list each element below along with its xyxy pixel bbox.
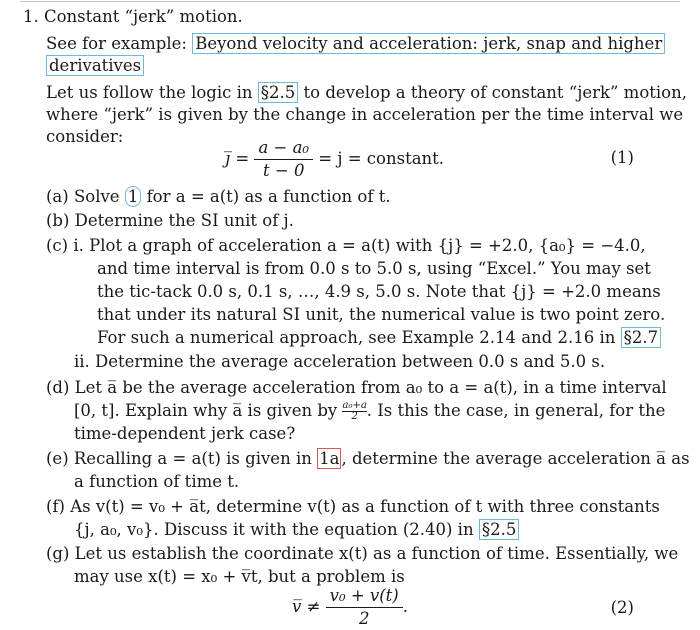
see-also-line-2 (46, 55, 144, 77)
section-ref-link[interactable]: §2.5 (258, 82, 299, 103)
top-rule (20, 1, 680, 2)
item-e-line-1 (46, 448, 690, 470)
intro-line-3: consider: (46, 127, 124, 146)
intro-line-1 (46, 82, 687, 104)
item-d-line-1: (d) Let a̅ be the average acceleration from a₀ to a = a(t), in a time interval (46, 378, 667, 397)
item-c-line-3: the tic-tack 0.0 s, 0.1 s, …, 4.9 s, 5.0 s. Note that {j} = +2.0 means (97, 282, 661, 301)
intro-text: to develop a theory of constant “jerk” motion, (303, 83, 687, 102)
d-frac-denominator: 2 (351, 411, 358, 422)
eq1-numerator: a − a₀ (254, 137, 313, 160)
item-a-text: for a = a(t) as a function of t. (146, 187, 391, 206)
eq1-rhs: = j = constant. (318, 149, 445, 168)
eq2-lhs: v̅ ≠ (292, 597, 321, 616)
intro-line-2: where “jerk” is given by the change in acceleration per the time interval we (46, 105, 684, 124)
see-prefix: See for example: (46, 34, 187, 53)
see-also-line (46, 33, 665, 55)
item-c-line-2: and time interval is from 0.0 s to 5.0 s, using “Excel.” You may set (97, 259, 651, 278)
eq1-lhs: j̅ = (225, 149, 250, 168)
d-small-fraction (342, 401, 366, 422)
equation-2-label: (2) (610, 598, 634, 617)
intro-text: Let us follow the logic in (46, 83, 253, 102)
item-g-line-1: (g) Let us establish the coordinate x(t) as a function of time. Essentially, we (46, 544, 679, 563)
eq2-fraction (326, 585, 403, 630)
item-d-line-2 (74, 400, 665, 422)
item-c-line-1: (c) i. Plot a graph of acceleration a = a(t) with {j} = +2.0, {a₀} = −4.0, (46, 236, 646, 255)
equation-1-label: (1) (610, 148, 634, 167)
eq2-numerator: v₀ + v(t) (326, 585, 403, 608)
item-d-text: . Is this the case, in general, for the (366, 401, 666, 420)
d-frac-numerator: a₀+a (342, 400, 367, 411)
eq1-fraction (254, 137, 313, 182)
equation-2: v̅ ≠ $\frac{\text{v₀ + v(t)}}{2}$ . (292, 586, 408, 628)
item-ref-link[interactable]: 1a (319, 449, 340, 468)
problem-title: 1. Constant “jerk” motion. (23, 7, 243, 26)
equation-1 (225, 137, 444, 182)
eq1-denominator: t − 0 (263, 161, 305, 180)
item-g-line-2: may use x(t) = x₀ + v̅t, but a problem is (74, 567, 405, 586)
item-f-line-2 (74, 519, 519, 541)
item-d-text: [0, t]. Explain why a̅ is given by (74, 401, 338, 420)
item-f-text: {j, a₀, v₀}. Discuss it with the equation (2.40) in (74, 520, 474, 539)
external-link-continued[interactable]: derivatives (46, 55, 144, 76)
section-ref-link[interactable]: §2.5 (479, 519, 520, 540)
external-link[interactable]: Beyond velocity and acceleration: jerk, snap and higher (192, 33, 665, 54)
eq2-denominator: 2 (358, 609, 370, 628)
item-e-text: , determine the average acceleration a̅ as (341, 449, 690, 468)
item-d-line-3: time-dependent jerk case? (74, 424, 296, 443)
item-a (46, 186, 391, 208)
item-e-text: (e) Recalling a = a(t) is given in (46, 449, 312, 468)
item-c-line-4: that under its natural SI unit, the numerical value is two point zero. (97, 305, 666, 324)
item-e-line-2: a function of time t. (74, 472, 240, 491)
item-a-text: (a) Solve (46, 187, 120, 206)
item-c-line-5 (97, 327, 661, 349)
item-c-text: For such a numerical approach, see Example 2.14 and 2.16 in (97, 328, 616, 347)
equation-ref-link[interactable]: 1 (125, 186, 142, 207)
item-b: (b) Determine the SI unit of j. (46, 211, 294, 230)
item-f-line-1: (f) As v(t) = v₀ + a̅t, determine v(t) as a function of t with three constants (46, 497, 660, 516)
item-c-ii: ii. Determine the average acceleration between 0.0 s and 5.0 s. (74, 352, 606, 371)
section-ref-link[interactable]: §2.7 (621, 327, 662, 348)
